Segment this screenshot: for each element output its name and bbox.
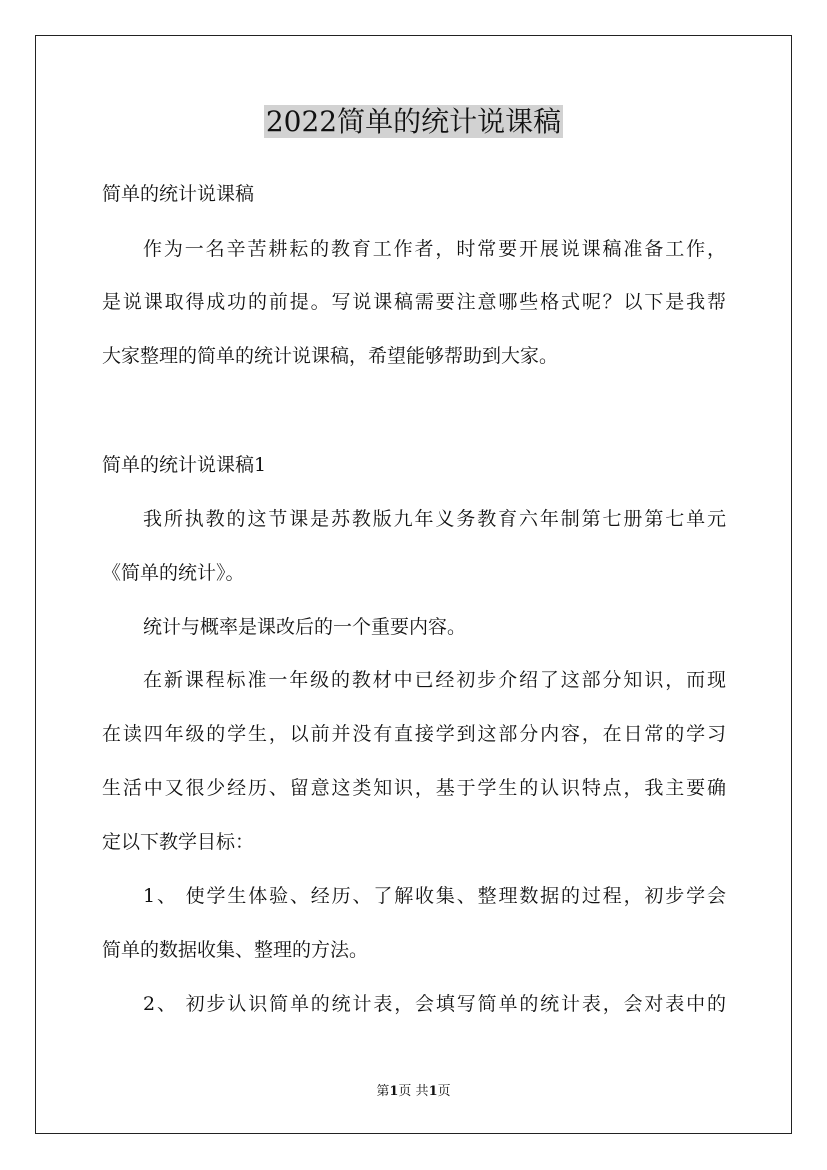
- paragraph-line: 是说课取得成功的前提。写说课稿需要注意哪些格式呢？以下是我帮: [102, 291, 726, 313]
- footer-page-total: 1: [428, 1084, 438, 1099]
- footer-prefix: 第: [376, 1084, 390, 1099]
- section-heading: 简单的统计说课稿1: [102, 454, 267, 476]
- paragraph-line: 《简单的统计》。: [102, 562, 245, 584]
- list-item-line: 1、 使学生体验、经历、了解收集、整理数据的过程，初步学会: [143, 885, 726, 907]
- footer-page-number: 1: [389, 1084, 399, 1099]
- footer-suffix: 页: [437, 1084, 451, 1099]
- paragraph-line: 作为一名辛苦耕耘的教育工作者，时常要开展说课稿准备工作，: [143, 238, 726, 260]
- paragraph-line: 我所执教的这节课是苏教版九年义务教育六年制第七册第七单元: [143, 508, 726, 530]
- document-title-text: 2022简单的统计说课稿: [265, 105, 562, 138]
- paragraph-line: 生活中又很少经历、留意这类知识，基于学生的认识特点，我主要确: [102, 777, 726, 799]
- page-footer: [0, 1083, 827, 1101]
- document-title: [0, 100, 827, 144]
- list-item-line: 简单的数据收集、整理的方法。: [102, 939, 369, 961]
- footer-mid: 页 共: [398, 1084, 429, 1099]
- paragraph-line: 定以下教学目标：: [102, 831, 255, 853]
- list-item-line: 2、 初步认识简单的统计表，会填写简单的统计表，会对表中的: [143, 993, 726, 1015]
- section-heading: 简单的统计说课稿: [102, 183, 255, 205]
- paragraph-line: 在读四年级的学生，以前并没有直接学到这部分内容，在日常的学习: [102, 723, 726, 745]
- paragraph-line: 统计与概率是课改后的一个重要内容。: [143, 616, 467, 638]
- paragraph-line: 在新课程标准一年级的教材中已经初步介绍了这部分知识，而现: [143, 669, 726, 691]
- paragraph-line: 大家整理的简单的统计说课稿，希望能够帮助到大家。: [102, 345, 559, 367]
